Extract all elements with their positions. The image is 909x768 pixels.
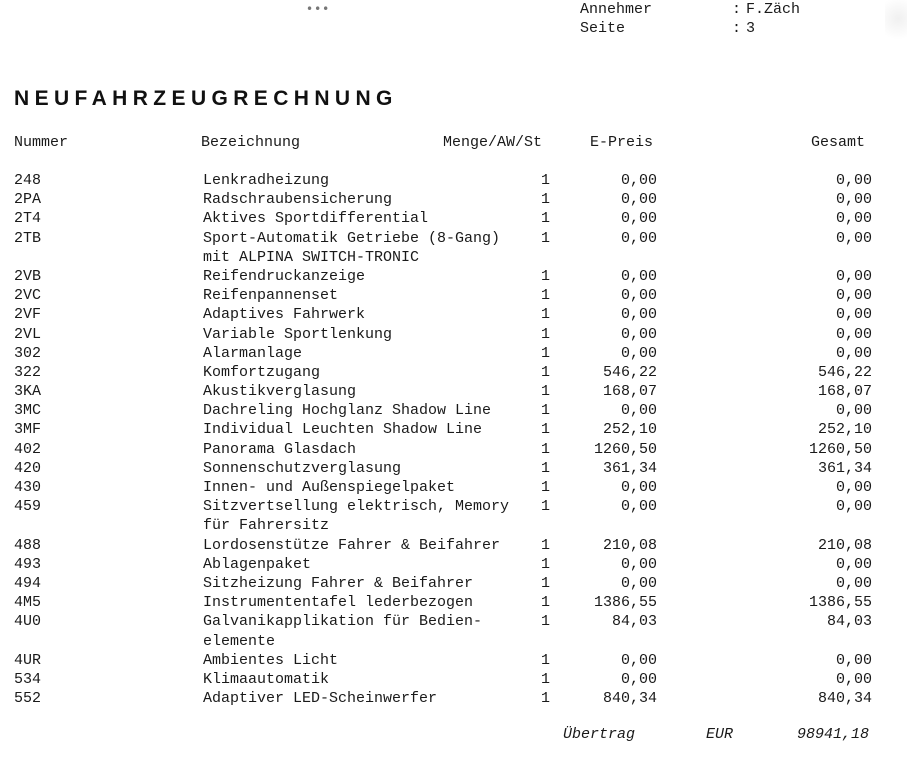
item-description-line: Individual Leuchten Shadow Line [203,421,483,439]
item-unit-price: 0,00 [620,210,657,228]
item-total: 840,34 [817,690,872,708]
item-description-line: Sonnenschutzverglasung [203,459,402,477]
item-number: 3MF [14,421,42,439]
item-description-line: Akustikverglasung [203,383,357,401]
item-unit-price: 0,00 [620,574,657,592]
item-description [203,478,538,497]
item-unit-price: 546,22 [602,363,657,381]
item-number: 488 [14,536,42,554]
item-description [203,267,538,286]
item-unit-price: 210,08 [602,536,657,554]
item-description-line: Instrumententafel lederbezogen [203,594,474,612]
meta-colon: : [732,1,742,18]
item-unit-price: 0,00 [620,555,657,573]
item-total: 0,00 [835,344,872,362]
item-quantity: 1 [541,210,551,228]
item-unit-price: 0,00 [620,191,657,209]
item-unit-price: 0,00 [620,651,657,669]
item-quantity: 1 [541,498,551,516]
item-description-line: Lenkradheizung [203,172,330,189]
item-quantity: 1 [541,172,551,189]
item-total: 210,08 [817,536,872,554]
item-description [203,459,538,478]
item-description [203,612,538,650]
item-quantity: 1 [541,421,551,439]
item-unit-price: 0,00 [620,229,657,247]
item-quantity: 1 [541,536,551,554]
item-unit-price: 0,00 [620,344,657,362]
item-number: 459 [14,498,42,516]
item-quantity: 1 [541,363,551,381]
table-row [0,363,909,382]
item-number: 2TB [14,229,42,247]
item-description [203,420,538,439]
item-description [203,325,538,344]
item-total: 0,00 [835,574,872,592]
item-unit-price: 0,00 [620,670,657,688]
table-row [0,382,909,401]
item-description [203,209,538,228]
item-number: 534 [14,670,42,688]
item-number: 2VL [14,325,42,343]
item-total: 0,00 [835,287,872,305]
item-quantity: 1 [541,383,551,401]
table-row [0,267,909,286]
item-description-line: Sitzvertsellung elektrisch, Memory [203,498,510,516]
item-quantity: 1 [541,651,551,669]
item-total: 546,22 [817,363,872,381]
item-number: 2T4 [14,210,42,228]
item-unit-price: 361,34 [602,459,657,477]
item-description-line: Sport-Automatik Getriebe (8-Gang) [203,229,501,247]
table-row [0,593,909,612]
table-row [0,689,909,708]
item-number: 2VC [14,287,42,305]
item-description-line: Lordosenstütze Fahrer & Beifahrer [203,536,501,554]
table-row [0,651,909,670]
item-description-line: für Fahrersitz [203,517,330,535]
meta-value: F.Zäch [746,1,801,18]
item-description-line: Komfortzugang [203,363,321,381]
table-row [0,229,909,267]
item-unit-price: 0,00 [620,479,657,497]
item-description-line: Adaptives Fahrwerk [203,306,366,324]
scan-artifact [885,0,907,46]
item-description-line: Galvanikapplikation für Bedien- [203,613,483,631]
item-description-line: Alarmanlage [203,344,303,362]
item-unit-price: 0,00 [620,402,657,420]
item-description-line: Reifenpannenset [203,287,339,305]
item-description [203,229,538,267]
item-description-line: Panorama Glasdach [203,440,357,458]
item-number: 402 [14,440,42,458]
item-quantity: 1 [541,191,551,209]
item-quantity: 1 [541,229,551,247]
table-row [0,555,909,574]
item-quantity: 1 [541,690,551,708]
item-total: 1386,55 [808,594,872,612]
item-total: 0,00 [835,267,872,285]
item-unit-price: 1260,50 [593,440,657,458]
item-description [203,651,538,670]
item-description-line: Aktives Sportdifferential [203,210,429,228]
table-row [0,478,909,497]
item-description-line: Dachreling Hochglanz Shadow Line [203,402,492,420]
item-description [203,689,538,708]
item-total: 1260,50 [808,440,872,458]
item-quantity: 1 [541,402,551,420]
carry-over-currency: EUR [706,726,734,743]
item-unit-price: 1386,55 [593,594,657,612]
item-quantity: 1 [541,287,551,305]
meta-value: 3 [746,20,756,37]
item-quantity: 1 [541,613,551,631]
item-quantity: 1 [541,555,551,573]
item-description-line: Radschraubensicherung [203,191,393,209]
item-description [203,536,538,555]
item-unit-price: 0,00 [620,498,657,516]
item-number: 420 [14,459,42,477]
table-row [0,344,909,363]
item-quantity: 1 [541,574,551,592]
carry-over-label: Übertrag [563,726,636,743]
item-quantity: 1 [541,440,551,458]
table-row [0,536,909,555]
table-row [0,497,909,535]
item-total: 0,00 [835,210,872,228]
item-total: 0,00 [835,191,872,209]
item-quantity: 1 [541,594,551,612]
item-total: 168,07 [817,383,872,401]
item-description-line: Ambientes Licht [203,651,339,669]
item-description [203,670,538,689]
table-row [0,190,909,209]
item-quantity: 1 [541,479,551,497]
item-description [203,497,538,535]
item-total: 0,00 [835,306,872,324]
table-row [0,171,909,190]
table-row [0,420,909,439]
table-row [0,401,909,420]
item-description [203,593,538,612]
column-header-description: Bezeichnung [201,134,301,151]
line-items-table [0,171,909,708]
item-unit-price: 168,07 [602,383,657,401]
column-header-quantity: Menge/AW/St [443,134,543,151]
table-row [0,574,909,593]
item-description [203,286,538,305]
item-description-line: Adaptiver LED-Scheinwerfer [203,690,438,708]
item-total: 0,00 [835,229,872,247]
item-description [203,555,538,574]
meta-label: Annehmer [580,1,653,18]
item-quantity: 1 [541,344,551,362]
meta-colon: : [732,20,742,37]
item-description-line: elemente [203,632,276,650]
item-quantity: 1 [541,670,551,688]
item-quantity: 1 [541,306,551,324]
item-description-line: Innen- und Außenspiegelpaket [203,479,456,497]
item-unit-price: 0,00 [620,306,657,324]
document-title: NEUFAHRZEUGRECHNUNG [14,87,398,110]
item-total: 0,00 [835,402,872,420]
item-number: 3MC [14,402,42,420]
item-total: 0,00 [835,498,872,516]
item-number: 302 [14,344,42,362]
carry-over-value: 98941,18 [797,726,870,743]
column-header-number: Nummer [14,134,69,151]
item-number: 3KA [14,383,42,401]
item-description [203,190,538,209]
item-number: 248 [14,172,42,189]
item-description [203,363,538,382]
item-total: 361,34 [817,459,872,477]
item-number: 2PA [14,191,42,209]
item-description-line: Ablagenpaket [203,555,312,573]
item-description [203,440,538,459]
item-total: 0,00 [835,479,872,497]
item-quantity: 1 [541,267,551,285]
table-row [0,325,909,344]
item-number: 2VB [14,267,42,285]
item-description [203,401,538,420]
column-header-unit-price: E-Preis [590,134,654,151]
item-unit-price: 84,03 [611,613,657,631]
item-unit-price: 840,34 [602,690,657,708]
item-total: 0,00 [835,670,872,688]
item-total: 84,03 [826,613,872,631]
item-quantity: 1 [541,325,551,343]
item-description [203,382,538,401]
table-row [0,209,909,228]
item-quantity: 1 [541,459,551,477]
item-total: 0,00 [835,555,872,573]
item-unit-price: 252,10 [602,421,657,439]
item-number: 430 [14,479,42,497]
item-description-line: Reifendruckanzeige [203,267,366,285]
table-row [0,286,909,305]
table-row [0,440,909,459]
column-header-total: Gesamt [811,134,866,151]
table-row [0,612,909,650]
table-row [0,305,909,324]
item-description [203,305,538,324]
item-number: 4U0 [14,613,42,631]
item-description-line: Sitzheizung Fahrer & Beifahrer [203,574,474,592]
item-description-line: Variable Sportlenkung [203,325,393,343]
table-row [0,670,909,689]
item-total: 0,00 [835,325,872,343]
header-dots: ••• [306,2,331,16]
item-unit-price: 0,00 [620,172,657,189]
item-number: 4UR [14,651,42,669]
item-description-line: Klimaautomatik [203,670,330,688]
item-total: 0,00 [835,172,872,189]
item-number: 552 [14,690,42,708]
table-row [0,459,909,478]
item-total: 0,00 [835,651,872,669]
item-description [203,344,538,363]
item-total: 252,10 [817,421,872,439]
item-number: 494 [14,574,42,592]
item-unit-price: 0,00 [620,325,657,343]
item-number: 2VF [14,306,42,324]
item-description [203,171,538,190]
item-description [203,574,538,593]
item-unit-price: 0,00 [620,267,657,285]
item-description-line: mit ALPINA SWITCH-TRONIC [203,248,420,266]
item-number: 493 [14,555,42,573]
meta-label: Seite [580,20,626,37]
item-number: 322 [14,363,42,381]
item-unit-price: 0,00 [620,287,657,305]
item-number: 4M5 [14,594,42,612]
